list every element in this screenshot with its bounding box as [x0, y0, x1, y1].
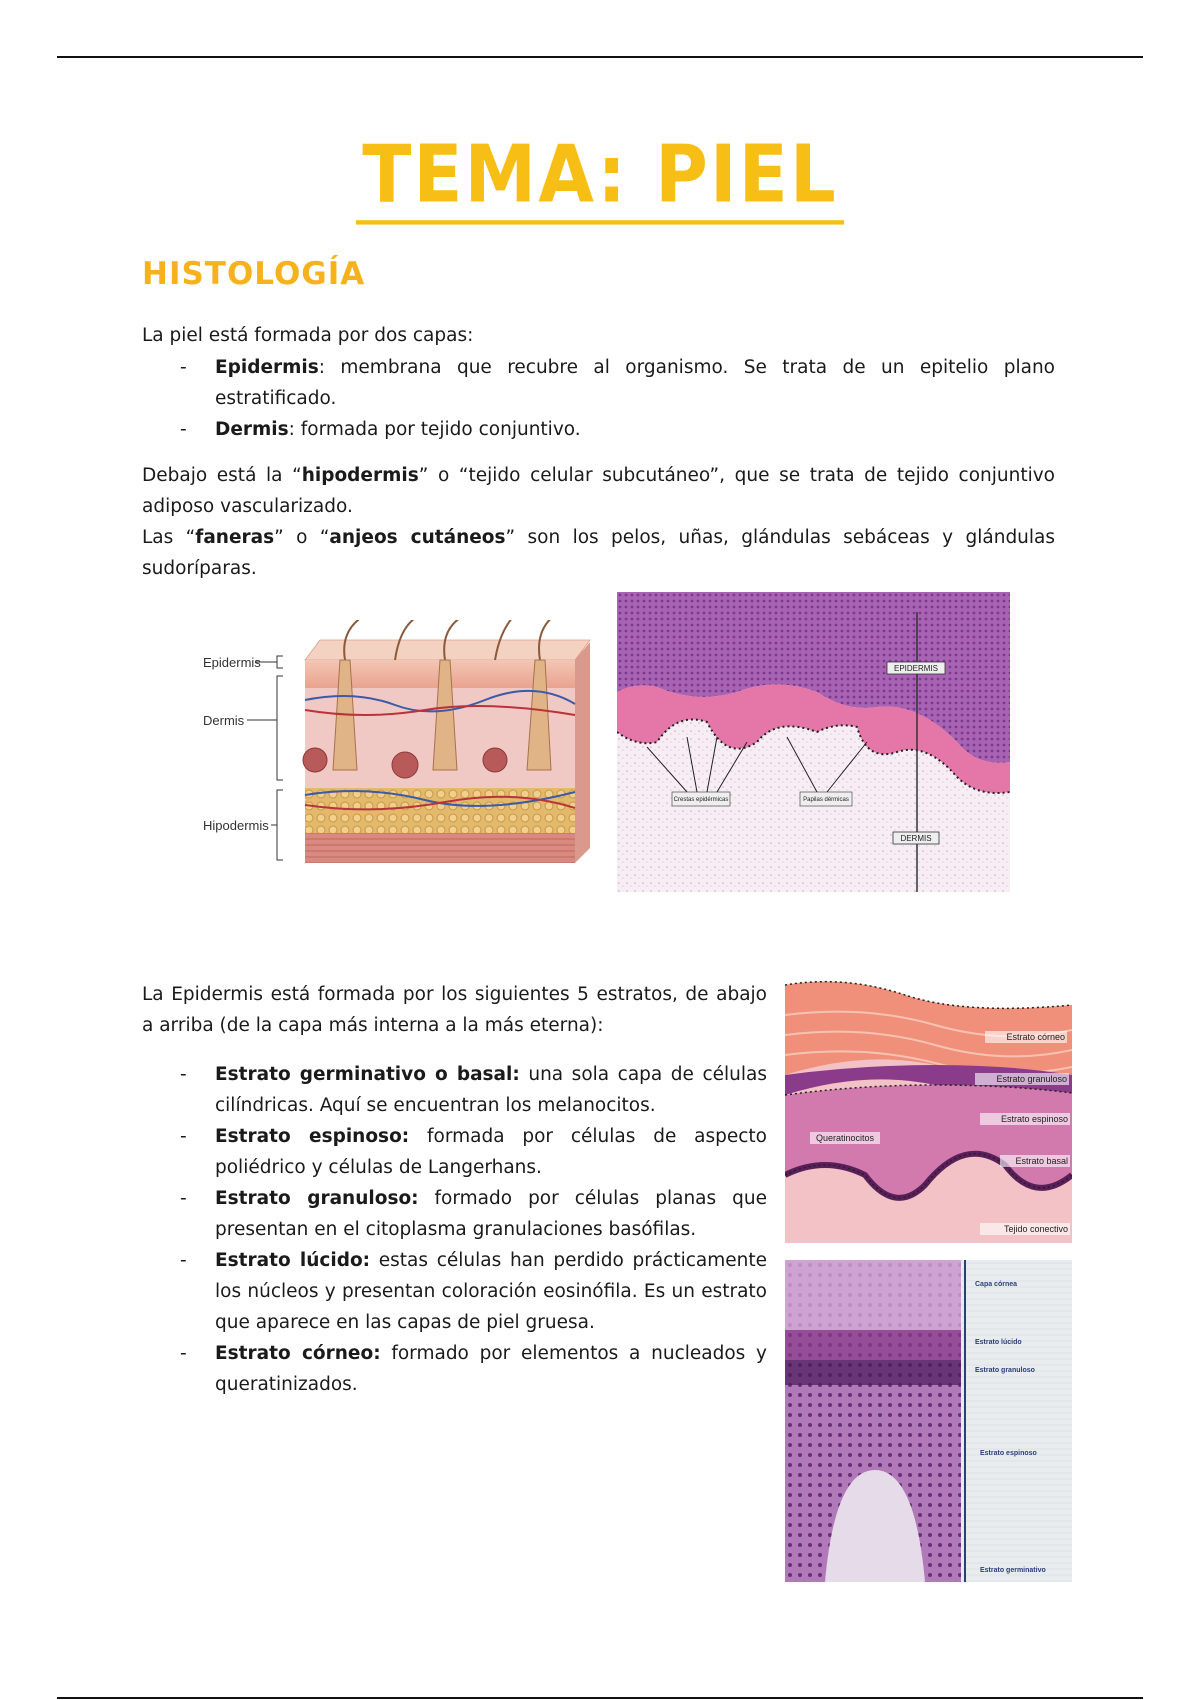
histology-micrograph-figure — [617, 592, 1010, 892]
estratos-intro: La Epidermis está formada por los siguientes 5 estratos, de abajo a arriba (de la capa más interna a la más eterna): — [142, 984, 767, 1036]
layer-dermis: Dermis: formada por tejido conjuntivo. — [215, 419, 581, 440]
label-epidermis: Epidermis — [203, 655, 261, 670]
epidermis-dermis-micrograph — [617, 592, 1010, 892]
page-title: TEMA: PIEL — [0, 128, 1200, 220]
label-basal: Estrato basal — [1015, 1156, 1068, 1166]
label-conectivo: Tejido conectivo — [1003, 1224, 1068, 1234]
label-germinativo: Estrato germinativo — [980, 1567, 1046, 1574]
bottom-rule — [57, 1697, 1143, 1699]
estrato-basal: Estrato germinativo o basal: una sola capa de células cilíndricas. Aquí se encuentran los melanocitos. — [215, 1064, 767, 1116]
label-espinoso-4: Estrato espinoso — [980, 1450, 1037, 1457]
bullet-dash: - — [180, 1343, 187, 1364]
skin-diagram-figure — [195, 620, 595, 890]
strata-micrograph — [785, 975, 1072, 1243]
bullet-dash: - — [180, 1250, 187, 1271]
hypodermis-paragraph: Debajo está la “hipodermis” o “tejido celular subcutáneo”, que se trata de tejido conjuntivo adiposo vascularizado. — [142, 465, 1055, 517]
label-capa-cornea: Capa córnea — [975, 1281, 1018, 1288]
bullet-dash: - — [180, 1064, 187, 1085]
bullet-dash: - — [180, 1188, 187, 1209]
label-granuloso-4: Estrato granuloso — [975, 1367, 1035, 1374]
section-heading: HISTOLOGÍA — [142, 256, 366, 292]
faneras-paragraph: Las “faneras” o “anjeos cutáneos” son los pelos, uñas, glándulas sebáceas y glándulas sudoríparas. — [142, 527, 1056, 579]
label-granuloso: Estrato granuloso — [996, 1074, 1067, 1084]
label-corneo: Estrato córneo — [1006, 1032, 1065, 1042]
estrato-lucido: Estrato lúcido: estas células han perdido prácticamente los núcleos y presentan coloración eosinófila. Es un estrato que aparece en las capas de piel gruesa. — [215, 1250, 767, 1333]
layer-epidermis: Epidermis: membrana que recubre al organismo. Se trata de un epitelio plano estratificado. — [215, 357, 1055, 409]
estrato-corneo: Estrato córneo: formado por elementos a nucleados y queratinizados. — [215, 1343, 767, 1395]
label-dermis: Dermis — [203, 713, 245, 728]
label-espinoso: Estrato espinoso — [1000, 1114, 1068, 1124]
label-crestas: Crestas epidérmicas — [673, 797, 729, 803]
thick-skin-micrograph — [785, 1260, 1072, 1582]
bullet-dash: - — [180, 357, 187, 378]
skin-block-illustration — [195, 620, 595, 890]
top-rule — [57, 56, 1143, 58]
bullet-dash: - — [180, 419, 187, 440]
label-epidermis-micro: EPIDERMIS — [893, 664, 939, 673]
label-papilas: Papilas dérmicas — [803, 797, 849, 803]
bullet-dash: - — [180, 1126, 187, 1147]
thick-skin-figure — [785, 1260, 1072, 1582]
label-dermis-micro: DERMIS — [900, 834, 932, 843]
intro-text: La piel está formada por dos capas: — [142, 325, 474, 346]
strata-stain-figure — [785, 975, 1072, 1243]
label-hipodermis: Hipodermis — [203, 818, 269, 833]
estrato-espinoso: Estrato espinoso: formada por células de aspecto poliédrico y células de Langerhans. — [215, 1126, 767, 1178]
label-lucido: Estrato lúcido — [975, 1339, 1022, 1346]
estrato-granuloso: Estrato granuloso: formado por células planas que presentan en el citoplasma granulaciones basófilas. — [215, 1188, 767, 1240]
label-queratinocitos: Queratinocitos — [815, 1133, 875, 1143]
